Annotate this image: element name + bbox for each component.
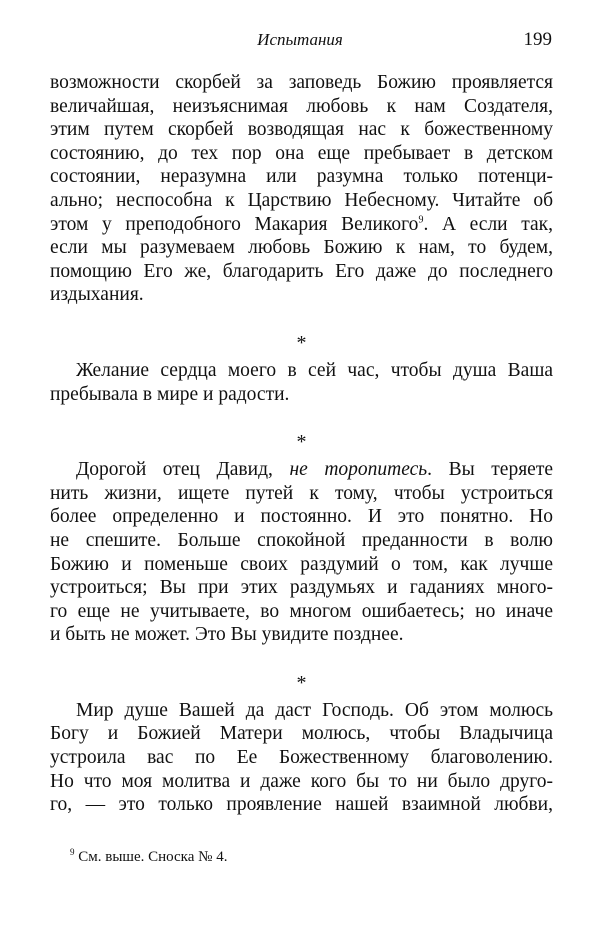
text-line: устроила вас по Ее Божественному благоволению. — [50, 747, 553, 769]
footnote-ref: 9 — [418, 214, 424, 226]
text-line: пребывала в мире и радости. — [50, 383, 290, 405]
text-line: помощию Его же, благодарить Его даже до последнего — [50, 260, 553, 282]
text-line: этим путем скорбей возводящая нас к божественному — [50, 119, 553, 141]
text-line: го, — это только проявление нашей взаимной любви, — [50, 794, 553, 816]
text-line: и быть не может. Это Вы увидите позднее. — [50, 624, 404, 646]
text-line: Мир душе Вашей да даст Господь. Об этом молюсь — [76, 699, 553, 721]
text-line: состоянии, неразумна или разумна только потенци- — [50, 166, 553, 188]
text-line: величайшая, неизъяснимая любовь к нам Создателя, — [50, 95, 553, 117]
footnote — [70, 848, 227, 866]
text-line: го еще не учитываете, во многом ошибаетесь; но иначе — [50, 600, 553, 622]
section-separator: * — [296, 671, 307, 694]
footnote-mark: 9 — [70, 847, 75, 857]
text-line: нить жизни, ищете путей к тому, чтобы устроиться — [50, 482, 553, 504]
text-line: Богу и Божией Матери молюсь, чтобы Владычица — [50, 723, 553, 745]
running-header-title: Испытания — [257, 30, 343, 49]
text-line: Желание сердца моего в сей час, чтобы душа Ваша — [76, 359, 553, 381]
text-line: ально; неспособна к Царствию Небесному. Читайте об — [50, 189, 553, 211]
page-number: 199 — [523, 29, 552, 50]
text-line: издыхания. — [50, 284, 144, 306]
text-line: не спешите. Больше спокойной преданности в волю — [50, 529, 553, 551]
section-separator: * — [296, 331, 307, 354]
text-line: если мы разумеваем любовь Божию к нам, то будем, — [50, 237, 553, 259]
text-line: Но что моя молитва и даже кого бы то ни было друго- — [50, 770, 553, 792]
text-line: устроиться; Вы при этих раздумьях и гаданиях много- — [50, 577, 553, 599]
paragraph-4 — [50, 699, 553, 817]
paragraph-1 — [50, 71, 553, 307]
paragraph-3 — [50, 458, 553, 647]
text-line — [50, 213, 553, 237]
text-segment: . Вы теряете — [427, 459, 553, 481]
italic-emphasis: не торопитесь — [289, 459, 428, 481]
text-line: Божию и поменьше своих раздумий о том, как лучше — [50, 553, 553, 575]
text-line — [50, 458, 553, 482]
text-line: возможности скорбей за заповедь Божию проявляется — [50, 72, 553, 93]
paragraph-2 — [50, 359, 553, 406]
section-separator: * — [296, 431, 307, 454]
text-segment: . А если так, — [423, 213, 553, 235]
text-segment: Дорогой отец Давид, — [76, 459, 290, 481]
page-body — [50, 71, 553, 817]
footnote-text: См. выше. Сноска № 4. — [74, 849, 228, 865]
text-line: более определенно и постоянно. И это понятно. Но — [50, 506, 553, 528]
text-line: состоянию, до тех пор она еще пребывает в детском — [50, 142, 553, 164]
text-segment: этом у преподобного Макария Великого — [50, 213, 419, 235]
